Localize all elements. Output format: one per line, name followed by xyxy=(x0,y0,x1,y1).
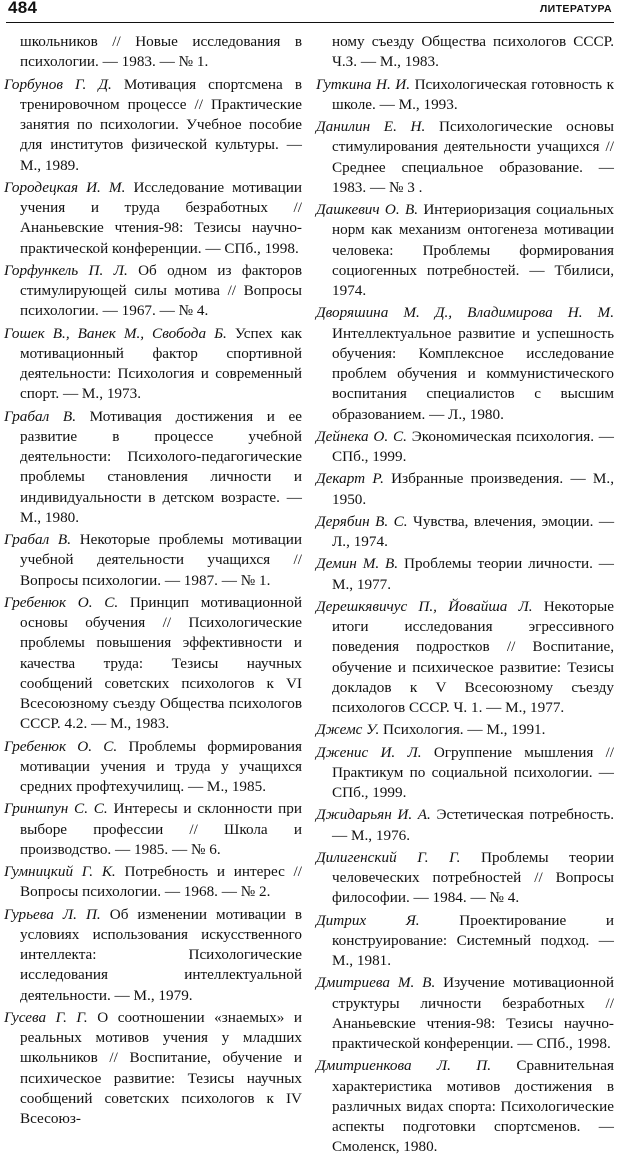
entry-text: Интересы и склонности при выборе профессии // Школа и производство. — 1985. — № 6. xyxy=(20,800,302,858)
entry-author: Городецкая И. М. xyxy=(4,178,126,196)
bibliography-entry xyxy=(4,32,302,73)
entry-text: Психологическая готовность к школе. — М., 1993. xyxy=(332,75,614,113)
entry-author: Гуткина Н. И. xyxy=(316,75,411,93)
bibliography-entry xyxy=(4,737,302,798)
bibliography-entry xyxy=(4,261,302,322)
bibliography-entry xyxy=(4,862,302,903)
entry-author: Гриншпун С. С. xyxy=(4,800,108,818)
bibliography-entry xyxy=(316,973,614,1054)
entry-text: Проблемы теории личности. — М., 1977. xyxy=(332,555,614,593)
bibliography-entry xyxy=(316,805,614,846)
entry-text: Принцип мотивационной основы обучения // Психологические проблемы повышения эффективности и качества труда: Тезисы научных сообщений советских психологов к VI Всесоюзному съезду Общества психологов СССР. 4.2. — М., 1983. xyxy=(20,593,302,733)
entry-text: Мотивация достижения и ее развитие в процессе учебной деятельности: Психолого-педагогические проблемы становления личности и индивидуальности в детском возрасте. — М., 1980. xyxy=(20,407,302,526)
entry-author: Гусева Г. Г. xyxy=(4,1008,88,1026)
entry-author: Гошек В., Ванек М., Свобода Б. xyxy=(4,324,227,342)
page-number: 484 xyxy=(8,0,38,17)
bibliography-entry xyxy=(316,200,614,301)
entry-text: Проблемы теории человеческих потребностей // Вопросы философии. — 1984. — № 4. xyxy=(332,848,615,907)
entry-author: Горбунов Г. Д. xyxy=(4,75,112,93)
entry-author: Данилин Е. Н. xyxy=(316,118,426,135)
entry-author: Дмитриева М. В. xyxy=(316,974,436,992)
bibliography-entry xyxy=(4,593,302,735)
entry-author: Дворяшина М. Д., Владимирова Н. М. xyxy=(316,304,614,322)
entry-text: Потребность и интерес // Вопросы психологии. — 1968. — № 2. xyxy=(20,863,302,901)
entry-author: Гребенюк О. С. xyxy=(4,737,118,755)
entry-author: Декарт Р. xyxy=(316,470,384,488)
entry-text: Исследование мотивации учения и труда безработных // Ананьевские чтения-98: Тезисы научно-практической конференции. — СПб., 1998. xyxy=(20,178,303,257)
entry-text: Мотивация спортсмена в тренировочном процессе // Практические занятия по психологии. Учебное пособие для институтов физической культуры. — М., 1989. xyxy=(20,75,302,174)
page-header xyxy=(0,0,620,24)
bibliography-entry xyxy=(316,554,614,595)
running-title: ЛИТЕРАТУРА xyxy=(539,3,612,15)
entry-author: Дашкевич О. В. xyxy=(316,201,419,218)
bibliography-entry xyxy=(4,799,302,860)
bibliography-entry xyxy=(316,1056,614,1157)
right-column xyxy=(316,32,614,1160)
entry-text: Экономическая психология. — СПб., 1999. xyxy=(332,427,614,465)
entry-text: О соотношении «знаемых» и реальных мотивов учения у младших школьников // Воспитание, обучение и психическое развитие: Тезисы научных сообщений советских психологов к IV Всесоюз- xyxy=(20,1008,302,1127)
bibliography-entry xyxy=(4,407,302,529)
entry-text: школьников // Новые исследования в психологии. — 1983. — № 1. xyxy=(20,33,302,71)
entry-author: Дитрих Я. xyxy=(316,911,420,929)
bibliography-entry xyxy=(4,75,302,176)
entry-author: Джидарьян И. А. xyxy=(316,806,431,824)
entry-text: Психологические основы стимулирования деятельности учащихся // Среднее специальное образование. — 1983. — № 3 . xyxy=(332,118,614,196)
bibliography-entry xyxy=(316,32,614,73)
entry-text: Чувства, влечения, эмоции. — Л., 1974. xyxy=(332,512,615,550)
bibliography-entry xyxy=(316,303,614,425)
bibliography-entry xyxy=(4,324,302,405)
entry-text: Избранные произведения. — М., 1950. xyxy=(332,470,615,508)
entry-text: Об изменении мотивации в условиях использования искусственного интеллекта: Психологические исследования интеллектуальной деятельности. — М., 1979. xyxy=(20,905,303,1004)
entry-author: Горфункель П. Л. xyxy=(4,261,128,279)
bibliography-entry xyxy=(4,1008,302,1130)
bibliography-entry xyxy=(316,911,614,972)
entry-author: Демин М. В. xyxy=(316,555,399,573)
left-column xyxy=(4,32,302,1131)
entry-text: Интеллектуальное развитие и успешность обучения: Комплексное исследование проблем обучения и коммунистического воспитания специалистов с высшим образованием. — Л., 1980. xyxy=(332,324,614,423)
entry-text: Проектирование и конструирование: Системный подход. — М., 1981. xyxy=(332,911,614,969)
entry-author: Дмитриенкова Л. П. xyxy=(316,1057,492,1075)
entry-author: Джемс У. xyxy=(316,721,380,739)
bibliography-entry xyxy=(316,117,614,198)
entry-author: Дженис И. Л. xyxy=(316,743,422,761)
entry-author: Гурьева Л. П. xyxy=(4,905,101,923)
entry-text: Интериоризация социальных норм как механизм онтогенеза мотивации человека: Проблемы формирования социогенных потребностей. — Тбилиси, 1974. xyxy=(332,201,615,299)
entry-author: Грабал В. xyxy=(4,531,72,548)
entry-text: Эстетическая потребность. — М., 1976. xyxy=(332,806,614,844)
entry-text: Успех как мотивационный фактор спортивной деятельности: Психология и современный спорт. — М., 1973. xyxy=(20,324,302,403)
entry-text: Проблемы формирования мотивации учения и труда у учащихся средних профтехучилищ. — М., 1985. xyxy=(20,737,302,795)
bibliography-entry xyxy=(316,848,614,909)
bibliography-entry xyxy=(4,905,302,1006)
entry-author: Дерешкявичус П., Йовайша Л. xyxy=(316,597,533,615)
entry-author: Дейнека О. С. xyxy=(316,427,407,445)
entry-author: Грабал В. xyxy=(4,407,76,425)
entry-text: Огруппение мышления // Практикум по социальной психологии. —СПб., 1999. xyxy=(332,743,615,801)
bibliography-entry xyxy=(316,597,614,719)
entry-author: Гребенюк О. С. xyxy=(4,593,119,611)
entry-text: Некоторые итоги исследования эгрессивного поведения подростков // Воспитание, обучение и психическое развитие: Тезисы докладов к V Всесоюзному съезду психологов СССР. Ч. 1. — М., 1977. xyxy=(332,597,614,716)
bibliography-entry xyxy=(316,75,614,116)
entry-text: Об одном из факторов стимулирующей силы мотива // Вопросы психологии. — 1967. — № 4. xyxy=(20,261,302,320)
entry-text: Некоторые проблемы мотивации учебной деятельности учащихся // Вопросы психологии. — 1987. — № 1. xyxy=(20,531,302,589)
entry-text: Психология. — М., 1991. xyxy=(383,721,546,739)
bibliography-entry xyxy=(316,743,614,804)
bibliography-entry xyxy=(316,427,614,468)
entry-author: Дилигенский Г. Г. xyxy=(316,848,461,866)
entry-text: ному съезду Общества психологов СССР. Ч.З. — М., 1983. xyxy=(332,33,614,71)
entry-author: Гумницкий Г. К. xyxy=(4,863,116,880)
entry-text: Сравнительная характеристика мотивов достижения в различных видах спорта: Психологические аспекты подготовки спортсменов. — Смоленск, 1980. xyxy=(332,1057,614,1156)
bibliography-entry xyxy=(4,178,302,259)
bibliography-entry xyxy=(316,720,614,740)
entry-author: Дерябин В. С. xyxy=(316,512,408,530)
bibliography-entry xyxy=(4,530,302,591)
bibliography-entry xyxy=(316,512,614,553)
entry-text: Изучение мотивационной структуры личности безработных // Ананьевские чтения-98: Тезисы научно-практической конференции. — СПб., 1998. xyxy=(332,974,614,1052)
bibliography-entry xyxy=(316,469,614,510)
header-rule xyxy=(6,22,614,23)
